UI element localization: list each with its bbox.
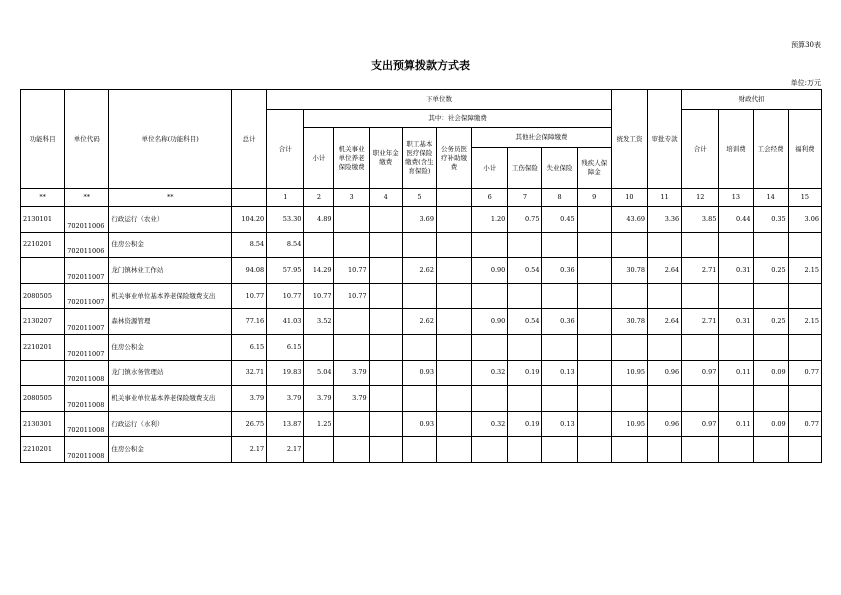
value-cell: 1.25: [304, 411, 334, 437]
func-subject-cell: 2130207: [21, 309, 65, 335]
unit-name-cell: 龙门镇水务管理站: [109, 360, 232, 386]
value-cell: [508, 386, 542, 412]
value-cell: [577, 258, 611, 284]
header-fa-heji: 合计: [682, 110, 719, 189]
value-cell: [753, 283, 788, 309]
header-social-insurance: 其中：社会保障缴费: [304, 110, 612, 128]
value-cell: 8.54: [232, 232, 267, 258]
value-cell: [369, 386, 402, 412]
func-subject-cell: 2080505: [21, 283, 65, 309]
value-cell: [611, 334, 647, 360]
value-cell: [369, 334, 402, 360]
value-cell: 1.20: [472, 207, 508, 233]
unit-code-cell: 702011007: [65, 283, 109, 309]
unit-name-cell: 住房公积金: [109, 334, 232, 360]
unit-code-cell: 702011008: [65, 386, 109, 412]
table-header: [21, 90, 822, 207]
value-cell: [436, 283, 471, 309]
value-cell: 0.31: [719, 309, 753, 335]
func-subject-cell: 2130301: [21, 411, 65, 437]
index-cell: 6: [472, 189, 508, 207]
value-cell: [648, 386, 682, 412]
value-cell: 0.25: [753, 309, 788, 335]
value-cell: 26.75: [232, 411, 267, 437]
unit-code-cell: 702011006: [65, 207, 109, 233]
value-cell: 0.44: [719, 207, 753, 233]
value-cell: 94.08: [232, 258, 267, 284]
value-cell: 0.36: [542, 309, 577, 335]
value-cell: 57.95: [267, 258, 304, 284]
unit-label: 单位:万元: [790, 79, 821, 87]
value-cell: 3.79: [304, 386, 334, 412]
index-cell: 14: [753, 189, 788, 207]
value-cell: [304, 437, 334, 463]
value-cell: 14.29: [304, 258, 334, 284]
index-row: [21, 189, 822, 207]
value-cell: [508, 334, 542, 360]
value-cell: 104.20: [232, 207, 267, 233]
value-cell: [788, 386, 821, 412]
value-cell: 3.69: [402, 207, 436, 233]
budget-table: [20, 89, 822, 463]
value-cell: [436, 258, 471, 284]
value-cell: 6.15: [267, 334, 304, 360]
unit-name-cell: 龙门镇林业工作站: [109, 258, 232, 284]
value-cell: 2.71: [682, 258, 719, 284]
value-cell: [369, 232, 402, 258]
value-cell: 10.77: [232, 283, 267, 309]
value-cell: [753, 232, 788, 258]
value-cell: 3.52: [304, 309, 334, 335]
value-cell: [648, 437, 682, 463]
unit-name-cell: 机关事业单位基本养老保险缴费支出: [109, 283, 232, 309]
value-cell: [472, 283, 508, 309]
value-cell: [719, 283, 753, 309]
value-cell: [753, 334, 788, 360]
unit-name-cell: 机关事业单位基本养老保险缴费支出: [109, 386, 232, 412]
header-civil-medical: 公务员医疗补助缴费: [436, 128, 471, 189]
value-cell: [542, 334, 577, 360]
value-cell: 5.04: [304, 360, 334, 386]
value-cell: 2.71: [682, 309, 719, 335]
value-cell: [611, 283, 647, 309]
func-subject-cell: [21, 360, 65, 386]
header-total: 总计: [232, 90, 267, 189]
value-cell: 3.79: [267, 386, 304, 412]
value-cell: 3.79: [334, 386, 369, 412]
value-cell: 0.97: [682, 411, 719, 437]
unit-code-cell: 702011008: [65, 437, 109, 463]
table-row: [21, 360, 822, 386]
value-cell: [788, 334, 821, 360]
value-cell: [508, 232, 542, 258]
table-row: [21, 258, 822, 284]
value-cell: [334, 334, 369, 360]
value-cell: [334, 232, 369, 258]
value-cell: 0.36: [542, 258, 577, 284]
value-cell: 2.64: [648, 258, 682, 284]
value-cell: [719, 232, 753, 258]
value-cell: 0.96: [648, 360, 682, 386]
value-cell: 3.85: [682, 207, 719, 233]
value-cell: 0.54: [508, 309, 542, 335]
header-xiaoji: 小计: [304, 128, 334, 189]
header-special: 审批专款: [648, 90, 682, 189]
table-row: [21, 283, 822, 309]
value-cell: [682, 283, 719, 309]
value-cell: [788, 283, 821, 309]
value-cell: 0.13: [542, 411, 577, 437]
unit-name-cell: 行政运行（水利）: [109, 411, 232, 437]
value-cell: [577, 283, 611, 309]
func-subject-cell: 2210201: [21, 437, 65, 463]
value-cell: 10.77: [334, 258, 369, 284]
value-cell: 2.62: [402, 309, 436, 335]
func-subject-cell: 2210201: [21, 232, 65, 258]
func-subject-cell: 2210201: [21, 334, 65, 360]
unit-name-cell: 住房公积金: [109, 232, 232, 258]
value-cell: 0.25: [753, 258, 788, 284]
value-cell: 0.32: [472, 411, 508, 437]
value-cell: 0.31: [719, 258, 753, 284]
value-cell: [334, 411, 369, 437]
value-cell: [508, 283, 542, 309]
value-cell: 0.19: [508, 360, 542, 386]
value-cell: [369, 258, 402, 284]
value-cell: [719, 334, 753, 360]
header-other-social: 其他社会保障缴费: [472, 128, 612, 148]
unit-code-cell: 702011008: [65, 411, 109, 437]
value-cell: 0.77: [788, 360, 821, 386]
form-number: 预算30表: [791, 41, 821, 49]
value-cell: [648, 334, 682, 360]
value-cell: 41.03: [267, 309, 304, 335]
unit-code-cell: 702011007: [65, 334, 109, 360]
value-cell: [402, 386, 436, 412]
value-cell: 10.77: [267, 283, 304, 309]
value-cell: [788, 232, 821, 258]
header-func-subject: 功能科目: [21, 90, 65, 189]
value-cell: [369, 437, 402, 463]
value-cell: [682, 386, 719, 412]
value-cell: 77.16: [232, 309, 267, 335]
index-cell: 4: [369, 189, 402, 207]
value-cell: [577, 386, 611, 412]
unit-name-cell: 森林资源管理: [109, 309, 232, 335]
table-row: [21, 437, 822, 463]
value-cell: 53.30: [267, 207, 304, 233]
header-salary: 统发工资: [611, 90, 647, 189]
value-cell: 6.15: [232, 334, 267, 360]
index-cell: 15: [788, 189, 821, 207]
value-cell: [436, 386, 471, 412]
value-cell: [577, 360, 611, 386]
value-cell: 2.15: [788, 309, 821, 335]
header-other-xiaoji: 小计: [472, 148, 508, 189]
value-cell: [648, 283, 682, 309]
index-cell: **: [21, 189, 65, 207]
header-pension: 机关事业单位养老保险缴费: [334, 128, 369, 189]
value-cell: [334, 309, 369, 335]
value-cell: 0.19: [508, 411, 542, 437]
value-cell: 0.93: [402, 360, 436, 386]
value-cell: 30.78: [611, 258, 647, 284]
value-cell: 0.90: [472, 258, 508, 284]
value-cell: 0.93: [402, 411, 436, 437]
value-cell: [648, 232, 682, 258]
table-row: [21, 207, 822, 233]
value-cell: 0.96: [648, 411, 682, 437]
value-cell: [682, 334, 719, 360]
header-training: 培训费: [719, 110, 753, 189]
value-cell: [788, 437, 821, 463]
value-cell: [369, 309, 402, 335]
value-cell: 0.35: [753, 207, 788, 233]
value-cell: [472, 232, 508, 258]
value-cell: 0.97: [682, 360, 719, 386]
value-cell: [402, 334, 436, 360]
index-cell: 1: [267, 189, 304, 207]
value-cell: 43.69: [611, 207, 647, 233]
value-cell: [369, 283, 402, 309]
value-cell: [753, 437, 788, 463]
table-row: [21, 232, 822, 258]
value-cell: [542, 283, 577, 309]
value-cell: [542, 437, 577, 463]
value-cell: [472, 437, 508, 463]
value-cell: [577, 207, 611, 233]
value-cell: [611, 232, 647, 258]
value-cell: 2.62: [402, 258, 436, 284]
value-cell: 8.54: [267, 232, 304, 258]
value-cell: 0.77: [788, 411, 821, 437]
unit-name-cell: 行政运行（农业）: [109, 207, 232, 233]
value-cell: [334, 437, 369, 463]
index-cell: 13: [719, 189, 753, 207]
value-cell: 0.45: [542, 207, 577, 233]
value-cell: [436, 334, 471, 360]
value-cell: 10.95: [611, 360, 647, 386]
header-fiscal-agent: 财政代扣: [682, 90, 822, 110]
value-cell: [436, 411, 471, 437]
value-cell: [472, 334, 508, 360]
value-cell: 10.95: [611, 411, 647, 437]
value-cell: [719, 437, 753, 463]
index-cell: 12: [682, 189, 719, 207]
value-cell: 19.83: [267, 360, 304, 386]
value-cell: 0.90: [472, 309, 508, 335]
value-cell: [577, 411, 611, 437]
value-cell: 2.64: [648, 309, 682, 335]
func-subject-cell: 2080505: [21, 386, 65, 412]
value-cell: 2.17: [232, 437, 267, 463]
value-cell: 0.75: [508, 207, 542, 233]
index-cell: 10: [611, 189, 647, 207]
page-title: 支出预算拨款方式表: [371, 59, 470, 72]
value-cell: [611, 386, 647, 412]
value-cell: 30.78: [611, 309, 647, 335]
value-cell: [334, 207, 369, 233]
value-cell: [577, 309, 611, 335]
value-cell: 13.87: [267, 411, 304, 437]
unit-code-cell: 702011008: [65, 360, 109, 386]
value-cell: [402, 283, 436, 309]
value-cell: 0.32: [472, 360, 508, 386]
value-cell: [304, 334, 334, 360]
header-unit-name: 单位名称(功能科目): [109, 90, 232, 189]
value-cell: 3.79: [334, 360, 369, 386]
value-cell: [719, 386, 753, 412]
index-cell: 7: [508, 189, 542, 207]
value-cell: [369, 360, 402, 386]
value-cell: [682, 437, 719, 463]
header-heji: 合计: [267, 110, 304, 189]
value-cell: [436, 437, 471, 463]
value-cell: [682, 232, 719, 258]
value-cell: 3.79: [232, 386, 267, 412]
value-cell: 0.09: [753, 360, 788, 386]
value-cell: [472, 386, 508, 412]
header-unit-code: 单位代码: [65, 90, 109, 189]
value-cell: 0.11: [719, 360, 753, 386]
value-cell: 3.36: [648, 207, 682, 233]
value-cell: 2.17: [267, 437, 304, 463]
unit-code-cell: 702011006: [65, 232, 109, 258]
value-cell: 3.06: [788, 207, 821, 233]
value-cell: 0.54: [508, 258, 542, 284]
index-cell: 9: [577, 189, 611, 207]
value-cell: [611, 437, 647, 463]
value-cell: [436, 207, 471, 233]
index-cell: [436, 189, 471, 207]
header-medical: 职工基本医疗保险缴费(含生育保险): [402, 128, 436, 189]
index-cell: 3: [334, 189, 369, 207]
value-cell: [577, 437, 611, 463]
unit-code-cell: 702011007: [65, 309, 109, 335]
index-cell: **: [65, 189, 109, 207]
header-lower-unit: 下单位数: [267, 90, 612, 110]
unit-name-cell: 住房公积金: [109, 437, 232, 463]
index-cell: [232, 189, 267, 207]
table-row: [21, 411, 822, 437]
unit-code-cell: 702011007: [65, 258, 109, 284]
value-cell: 10.77: [334, 283, 369, 309]
value-cell: 32.71: [232, 360, 267, 386]
func-subject-cell: [21, 258, 65, 284]
value-cell: 0.11: [719, 411, 753, 437]
value-cell: 0.09: [753, 411, 788, 437]
table-row: [21, 334, 822, 360]
value-cell: 0.13: [542, 360, 577, 386]
value-cell: 10.77: [304, 283, 334, 309]
table-row: [21, 309, 822, 335]
header-disabled: 残疾人保障金: [577, 148, 611, 189]
value-cell: [402, 232, 436, 258]
value-cell: [542, 386, 577, 412]
header-union: 工会经费: [753, 110, 788, 189]
header-unemployment: 失业保险: [542, 148, 577, 189]
header-welfare: 福利费: [788, 110, 821, 189]
value-cell: [436, 360, 471, 386]
value-cell: [577, 334, 611, 360]
index-cell: 5: [402, 189, 436, 207]
value-cell: [436, 232, 471, 258]
header-annuity: 职业年金缴费: [369, 128, 402, 189]
value-cell: [542, 232, 577, 258]
header-injury: 工伤保险: [508, 148, 542, 189]
table-body: [21, 207, 822, 463]
value-cell: 4.89: [304, 207, 334, 233]
index-cell: 2: [304, 189, 334, 207]
index-cell: **: [109, 189, 232, 207]
value-cell: [402, 437, 436, 463]
value-cell: [369, 207, 402, 233]
value-cell: 2.15: [788, 258, 821, 284]
index-cell: 8: [542, 189, 577, 207]
value-cell: [304, 232, 334, 258]
table-row: [21, 386, 822, 412]
value-cell: [508, 437, 542, 463]
func-subject-cell: 2130101: [21, 207, 65, 233]
value-cell: [369, 411, 402, 437]
value-cell: [753, 386, 788, 412]
value-cell: [577, 232, 611, 258]
index-cell: 11: [648, 189, 682, 207]
value-cell: [436, 309, 471, 335]
